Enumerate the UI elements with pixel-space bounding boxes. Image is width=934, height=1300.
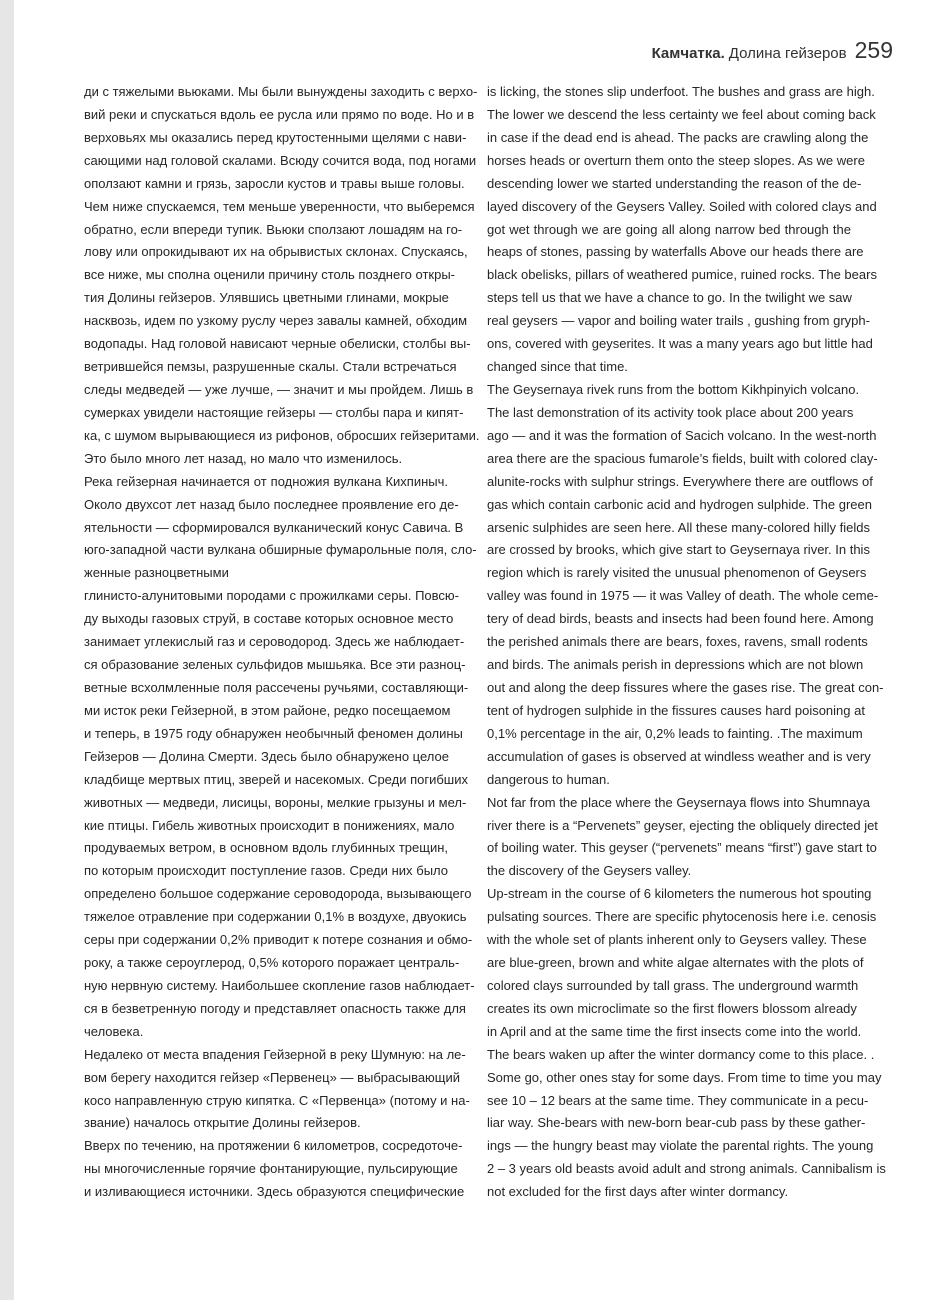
text-line: верховьях мы оказались перед крутостенными щелями с нави- xyxy=(84,129,467,145)
text-line: ся образование зеленых сульфидов мышьяка. Все эти разноц- xyxy=(84,657,466,673)
text-line: тяжелое отравление при содержании 0,1% в воздухе, двуокись xyxy=(84,909,467,925)
text-line: Вверх по течению, на протяжении 6 километров, сосредоточе- xyxy=(84,1138,463,1154)
text-line: ятельности — сформировался вулканический конус Савича. В xyxy=(84,519,464,535)
text-line: животных — медведи, лисицы, вороны, мелкие грызуны и мел- xyxy=(84,794,467,810)
text-line: сающими над головой скалами. Всюду сочится вода, под ногами xyxy=(84,152,477,168)
text-line: женные разноцветными xyxy=(84,565,229,581)
text-line: кладбище мертвых птиц, зверей и насекомых. Среди погибших xyxy=(84,771,468,787)
text-line: black obelisks, pillars of weathered pumice, ruined rocks. The bears xyxy=(487,267,877,283)
text-line: is licking, the stones slip underfoot. The bushes and grass are high. xyxy=(487,84,875,99)
text-line: оползают камни и грязь, заросли кустов и травы выше головы. xyxy=(84,175,465,191)
text-line: юго-западной части вулкана обширные фумарольные поля, сло- xyxy=(84,542,477,558)
text-line: вом берегу находится гейзер «Первенец» — выбрасывающий xyxy=(84,1069,461,1085)
text-line: ся в безветренную погоду и представляет опасность также для xyxy=(84,1000,466,1016)
text-line: ди с тяжелыми вьюками. Мы были вынуждены заходить с верхо- xyxy=(84,84,478,99)
text-line: следы медведей — уже лучше, — значит и мы пройдем. Лишь в xyxy=(84,381,474,397)
text-line: liar way. She-bears with new-born bear-cub pass by these gather- xyxy=(487,1115,866,1131)
text-line: Это было много лет назад, но мало что изменилось. xyxy=(84,450,403,466)
text-line: are blue-green, brown and white algae alternates with the plots of xyxy=(487,955,864,971)
text-line: звание) началось открытие Долины гейзеров. xyxy=(84,1115,361,1131)
text-line: tery of dead birds, beasts and insects had been found here. Among xyxy=(487,611,874,627)
text-line: steps tell us that we have a chance to go. In the twilight we saw xyxy=(487,290,852,306)
text-line: кие птицы. Гибель животных происходит в понижениях, мало xyxy=(84,817,455,833)
text-line: Some go, other ones stay for some days. From time to time you may xyxy=(487,1069,882,1085)
russian-text-column xyxy=(84,81,480,1204)
text-line: и изливающиеся источники. Здесь образуются специфические xyxy=(84,1184,465,1200)
text-line: ветрившейся пемзы, разрушенные скалы. Стали встречаться xyxy=(84,359,457,375)
text-line: Гейзеров — Долина Смерти. Здесь было обнаружено целое xyxy=(84,748,449,764)
text-line: got wet through we are going all along narrow bed through the xyxy=(487,221,851,237)
text-line: водопады. Над головой нависают черные обелиски, столбы вы- xyxy=(84,336,471,352)
text-line: and birds. The animals perish in depressions which are not blown xyxy=(487,657,864,673)
text-line: arsenic sulphides are seen here. All these many-colored hilly fields xyxy=(487,519,870,535)
text-line: out and along the deep fissures where the gases rise. The great con- xyxy=(487,679,884,695)
text-line: area there are the spacious fumarole’s fields, built with colored clay- xyxy=(487,450,878,466)
text-line: are crossed by brooks, which give start to Geysernaya river. In this xyxy=(487,542,870,558)
text-line: The bears waken up after the winter dormancy come to this place. . xyxy=(487,1046,875,1062)
text-line: tent of hydrogen sulphide in the fissures causes hard poisoning at xyxy=(487,702,865,718)
text-line: лову или опрокидывают их на обрывистых склонах. Спускаясь, xyxy=(84,244,468,260)
text-line: все ниже, мы сполна оценили причину столь позднего откры- xyxy=(84,267,455,283)
text-line: продуваемых ветром, в основном вдоль глубинных трещин, xyxy=(84,840,448,856)
text-line: глинисто-алунитовыми породами с прожилками серы. Повсю- xyxy=(84,588,460,604)
text-line: region which is rarely visited the unusual phenomenon of Geysers xyxy=(487,565,867,581)
text-line: of boiling water. This geyser (“pervenets” means “first”) gave start to xyxy=(487,840,877,856)
text-line: по которым происходит поступление газов. Среди них было xyxy=(84,863,448,879)
text-line: Недалеко от места впадения Гейзерной в реку Шумную: на ле- xyxy=(84,1046,466,1062)
text-line: ны многочисленные горячие фонтанирующие, пульсирующие xyxy=(84,1161,458,1177)
text-line: river there is a “Pervenets” geyser, ejecting the obliquely directed jet xyxy=(487,817,878,833)
text-line: colored clays surrounded by tall grass. The underground warmth xyxy=(487,977,859,993)
text-line: The lower we descend the less certainty we feel about coming back xyxy=(487,106,876,122)
text-line: ago — and it was the formation of Sacich volcano. In the west-north xyxy=(487,427,877,443)
text-line: the discovery of the Geysers valley. xyxy=(487,863,692,879)
text-line: тия Долины гейзеров. Улявшись цветными глинами, мокрые xyxy=(84,290,449,306)
text-line: Около двухсот лет назад было последнее проявление его де- xyxy=(84,496,459,512)
text-line: dangerous to human. xyxy=(487,771,610,787)
text-line: вий реки и спускаться вдоль ее русла или прямо по воде. Но и в xyxy=(84,106,475,122)
text-line: in case if the dead end is ahead. The packs are crawling along the xyxy=(487,129,869,145)
text-line: сумерках увидели настоящие гейзеры — столбы пара и кипят- xyxy=(84,404,464,420)
text-line: the perished animals there are bears, foxes, ravens, small rodents xyxy=(487,634,868,650)
text-line: horses heads or overturn them onto the steep slopes. As we were xyxy=(487,152,865,168)
running-header xyxy=(652,37,893,64)
text-line: занимает углекислый газ и сероводород. Здесь же наблюдает- xyxy=(84,634,465,650)
text-line: 0,1% percentage in the air, 0,2% leads to fainting. .The maximum xyxy=(487,725,863,741)
text-line: not excluded for the first days after winter dormancy. xyxy=(487,1184,789,1200)
text-line: descending lower we started understanding the reason of the de- xyxy=(487,175,862,191)
text-line: 2 – 3 years old beasts avoid adult and strong animals. Cannibalism is xyxy=(487,1161,886,1177)
chapter-title: Камчатка. xyxy=(651,45,725,62)
text-line: ми исток реки Гейзерной, в этом районе, редко посещаемом xyxy=(84,702,451,718)
page-number: 259 xyxy=(854,37,893,63)
text-line: see 10 – 12 bears at the same time. They communicate in a pecu- xyxy=(487,1092,869,1108)
text-line: ветные всхолмленные поля рассечены ручьями, составляющи- xyxy=(84,679,469,695)
text-line: accumulation of gases is observed at windless weather and is very xyxy=(487,748,871,764)
text-line: обратно, если впереди тупик. Вьюки сползают лошадям на го- xyxy=(84,221,463,237)
text-line: ка, с шумом вырывающиеся из рифонов, обросших гейзеритами. xyxy=(84,427,480,443)
text-line: pulsating sources. There are specific phytocenosis here i.e. cenosis xyxy=(487,909,877,925)
text-line: layed discovery of the Geysers Valley. Soiled with colored clays and xyxy=(487,198,877,214)
text-line: valley was found in 1975 — it was Valley of death. The whole ceme- xyxy=(487,588,879,604)
text-line: real geysers — vapor and boiling water trails , gushing from gryph- xyxy=(487,313,870,329)
text-line: ons, covered with geyserites. It was a many years ago but little had xyxy=(487,336,873,352)
text-line: Чем ниже спускаемся, тем меньше уверенности, что выберемся xyxy=(84,198,475,214)
text-line: Up-stream in the course of 6 kilometers the numerous hot spouting xyxy=(487,886,872,902)
text-line: with the whole set of plants inherent only to Geysers valley. These xyxy=(487,932,867,948)
text-line: changed since that time. xyxy=(487,359,628,375)
text-line: человека. xyxy=(84,1023,144,1039)
text-line: косо направленную струю кипятка. С «Первенца» (потому и на- xyxy=(84,1092,470,1108)
text-line: gas which contain carbonic acid and hydrogen sulphide. The green xyxy=(487,496,872,512)
text-line: серы при содержании 0,2% приводит к потере сознания и обмо- xyxy=(84,932,473,948)
text-line: heaps of stones, passing by waterfalls Above our heads there are xyxy=(487,244,864,260)
english-text-column xyxy=(487,81,886,1204)
text-line: ду выходы газовых струй, в составе которых основное место xyxy=(84,611,454,627)
text-line: Река гейзерная начинается от подножия вулкана Кихпиныч. xyxy=(84,473,448,489)
text-line: и теперь, в 1975 году обнаружен необычный феномен долины xyxy=(84,725,463,741)
text-line: ings — the hungry beast may violate the parental rights. The young xyxy=(487,1138,874,1154)
text-line: насквозь, идем по узкому руслу через завалы камней, обходим xyxy=(84,313,468,329)
text-line: определено большое содержание сероводорода, вызывающего xyxy=(84,886,472,902)
text-line: Not far from the place where the Geysernaya flows into Shumnaya xyxy=(487,794,870,810)
section-subtitle: Долина гейзеров xyxy=(728,45,847,62)
text-line: creates its own microclimate so the first flowers blossom already xyxy=(487,1000,857,1016)
text-line: The last demonstration of its activity took place about 200 years xyxy=(487,404,854,420)
page-edge-shadow xyxy=(0,0,14,1300)
text-line: ную нервную систему. Наибольшее скопление газов наблюдает- xyxy=(84,977,475,993)
text-line: The Geysernaya rivek runs from the bottom Kikhpinyich volcano. xyxy=(487,381,860,397)
text-line: alunite-rocks with sulphur strings. Everywhere there are outflows of xyxy=(487,473,873,489)
text-line: in April and at the same time the first insects come into the world. xyxy=(487,1023,862,1039)
text-line: року, а также сероуглерод, 0,5% которого поражает централь- xyxy=(84,955,460,971)
